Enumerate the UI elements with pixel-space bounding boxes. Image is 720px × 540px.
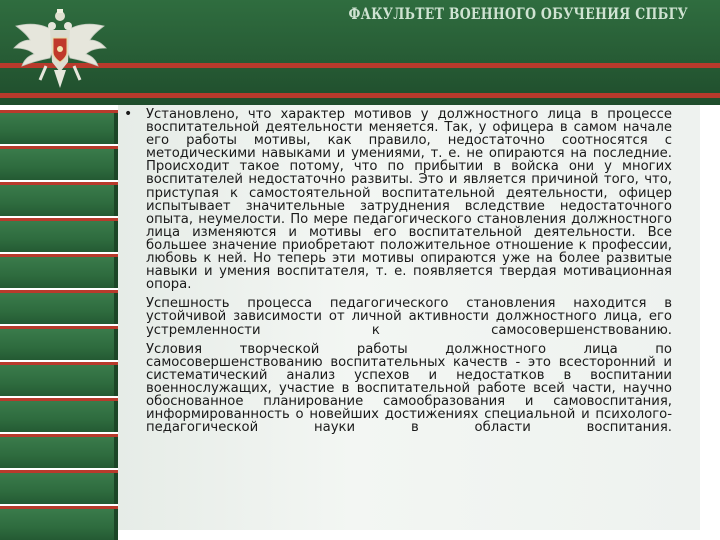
paragraph-conditions: Условия творческой работы должностного лица по самосовершенствованию воспитательных качеств - это всесторонний и систематический анализ успехов и недостатков в воспитании военнослужащих, участие в воспитательной работе всей части, научно обоснованное планирование самообразования и самовоспитания, информированность о новейших достижениях специальной и психолого-педагогической науки в области воспитания. (146, 341, 672, 436)
decor-tab (0, 182, 118, 216)
decor-tab (0, 326, 118, 360)
decor-tab (0, 110, 118, 144)
decor-tab (0, 290, 118, 324)
header-band (0, 0, 720, 105)
decor-tab (0, 506, 118, 540)
decor-tab (0, 434, 118, 468)
double-headed-eagle-emblem-icon (10, 6, 110, 98)
decor-tab (0, 254, 118, 288)
decor-tab (0, 398, 118, 432)
decor-tab (0, 218, 118, 252)
decor-tab (0, 362, 118, 396)
left-decorative-tabs (0, 108, 118, 540)
decor-tab (0, 470, 118, 504)
paragraph-motives: Установлено, что характер мотивов у должностного лица в процессе воспитательной деятельности меняется. Так, у офицера в самом начале его работы мотивы, как правило, недостаточно соотносятся с методическими навыками и умениями, т. е. не опираются на последние. Происходит такое потому, что по прибытии в войска они у многих воспитателей недостаточно развиты. Это и является причиной того, что, приступая к самостоятельной воспитательной деятельности, офицер испытывает значительные затруднения вследствие недостаточного опыта, неумелости. По мере педагогического становления должностного лица изменяются и мотивы его воспитательной деятельности. Все большее значение приобретают положительное отношение к профессии, любовь к ней. Но теперь эти мотивы опираются уже на более развитые навыки и умения воспитателя, т. е. появляется твердая мотивационная опора. (146, 107, 672, 293)
slide-text (124, 106, 672, 440)
faculty-title: ФАКУЛЬТЕТ ВОЕННОГО ОБУЧЕНИЯ СПБГУ (348, 4, 688, 23)
bullet-marker: • (124, 106, 133, 122)
decor-tab (0, 146, 118, 180)
paragraph-success: Успешность процесса педагогического становления находится в устойчивой зависимости от личной активности должностного лица, его устремленности к самосовершенствованию. (146, 296, 672, 338)
